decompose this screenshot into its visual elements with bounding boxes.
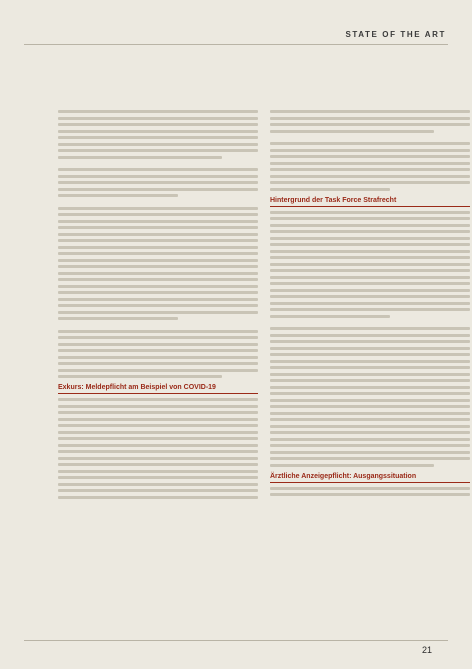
right-text-block-5 — [270, 487, 470, 497]
left-column — [58, 110, 258, 502]
header-rule — [24, 44, 448, 45]
left-text-block-2 — [58, 168, 258, 197]
right-text-block-1 — [270, 110, 470, 133]
right-text-block-3 — [270, 211, 470, 318]
heading-aerztliche-anzeigepflicht: Ärztliche Anzeigepflicht: Ausgangssituation — [270, 472, 417, 480]
heading-hintergrund: Hintergrund der Task Force Strafrecht — [270, 196, 397, 204]
heading-rule — [270, 206, 470, 207]
right-text-block-2 — [270, 142, 470, 191]
footer-rule — [24, 640, 448, 641]
right-text-block-4 — [270, 327, 470, 467]
heading-rule — [58, 393, 258, 394]
heading-exkurs: Exkurs: Meldepflicht am Beispiel von COVID-19 — [58, 384, 216, 391]
right-column — [270, 110, 470, 500]
heading-rule — [270, 482, 470, 483]
left-text-block-4 — [58, 330, 258, 379]
left-text-block-3 — [58, 207, 258, 321]
left-text-block-5 — [58, 398, 258, 499]
page-number: 21 — [421, 645, 432, 655]
left-text-block-1 — [58, 110, 258, 159]
section-label: STATE OF THE ART — [345, 30, 446, 39]
